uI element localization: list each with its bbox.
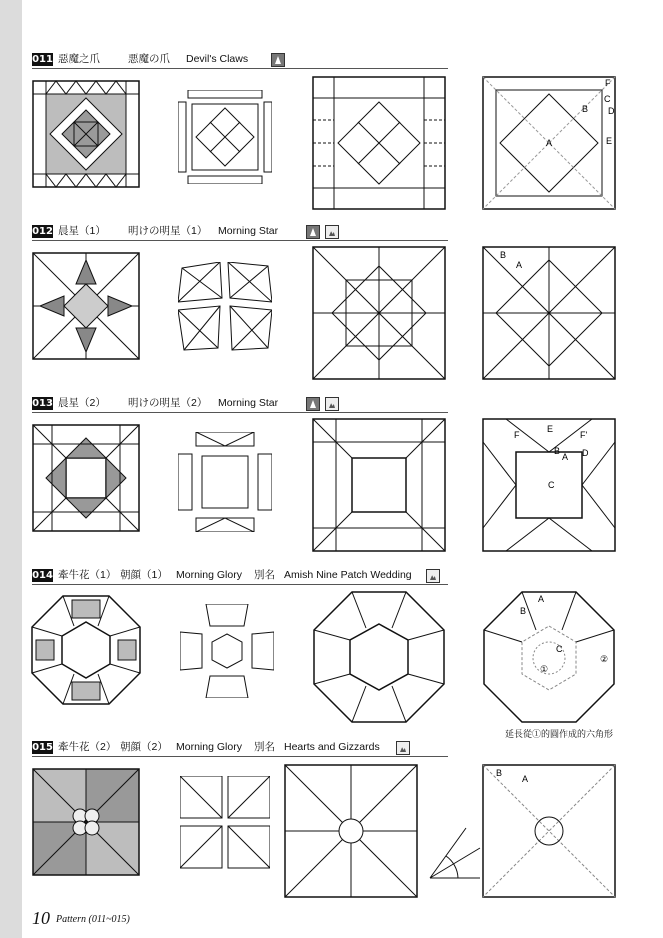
pattern-number: 014 [32, 570, 53, 581]
pattern-012-header [32, 224, 448, 241]
landscape-icon [325, 397, 339, 411]
pattern-title-jp-alt: 朝顔（1） [120, 569, 168, 581]
pattern-title-en: Morning Star [218, 397, 279, 409]
diagram-label: A [562, 452, 569, 462]
pattern-013-header [32, 396, 448, 413]
pattern-015-crease-diagram [284, 764, 418, 898]
pattern-title-jp: 牽牛花（1） [58, 569, 117, 581]
pattern-014-caption: 延長從①的圓作成的六角形 [505, 729, 614, 739]
diagram-label: F [514, 430, 520, 440]
pattern-011-labeled-diagram [482, 76, 616, 210]
pattern-number: 015 [32, 742, 53, 753]
pattern-title-jp-alt: 悪魔の爪 [128, 53, 170, 65]
pattern-title-jp: 晨星（2） [58, 397, 106, 409]
pattern-alias-label: 別名 [254, 741, 275, 753]
pattern-title-jp-alt: 明けの明星（2） [128, 397, 208, 409]
pattern-title-en: Morning Glory [176, 569, 242, 581]
pattern-011-header [32, 52, 448, 69]
pattern-015-diagram-2 [180, 776, 270, 870]
diagram-label: B [554, 446, 561, 456]
pattern-011-crease-diagram [312, 76, 446, 210]
cross-icon [271, 53, 285, 67]
diagram-label: A [538, 594, 545, 604]
pattern-title-jp: 晨星（1） [58, 225, 106, 237]
pattern-011-diagram-1 [32, 80, 140, 188]
pattern-number: 012 [32, 226, 53, 237]
diagram-label: D [608, 106, 615, 116]
folding-icon [306, 397, 320, 411]
pattern-alias-en: Hearts and Gizzards [284, 741, 380, 753]
diagram-label: E [547, 424, 554, 434]
diagram-label: D [582, 448, 589, 458]
diagram-label: B [520, 606, 527, 616]
pattern-014-crease-diagram [312, 590, 446, 724]
diagram-label: B [500, 250, 507, 260]
pattern-alias-en: Amish Nine Patch Wedding [284, 569, 412, 581]
folding-icon [306, 225, 320, 239]
pattern-011-diagram-2 [178, 90, 272, 184]
diagram-label: B [582, 104, 589, 114]
pattern-012-diagram-2 [178, 262, 272, 352]
diagram-label: C [604, 94, 611, 104]
diagram-label: C [556, 644, 563, 654]
diagram-label: E [606, 136, 613, 146]
page-number: 10 [32, 908, 50, 928]
pattern-alias-label: 別名 [254, 569, 275, 581]
landscape-icon [325, 225, 339, 239]
diagram-label: ② [600, 654, 609, 664]
page-side-strip [0, 0, 22, 938]
pattern-012-diagram-1 [32, 252, 140, 360]
pattern-number: 011 [32, 54, 53, 65]
pattern-013-diagram-1 [32, 424, 140, 532]
page-footer-label: Pattern (011~015) [56, 914, 130, 925]
pattern-title-en: Morning Star [218, 225, 279, 237]
pattern-014-header [32, 568, 448, 585]
pattern-012-crease-diagram [312, 246, 446, 380]
pattern-015-angle-diagram [428, 826, 482, 880]
diagram-label: F' [580, 430, 588, 440]
pattern-015-header [32, 740, 448, 757]
diagram-label: A [546, 138, 553, 148]
pattern-number: 013 [32, 398, 53, 409]
pattern-title-en: Morning Glory [176, 741, 242, 753]
pattern-013-diagram-2 [178, 432, 272, 532]
diagram-label: B [496, 768, 503, 778]
pattern-014-diagram-1 [30, 594, 142, 706]
pattern-title-jp: 牽牛花（2） [58, 741, 117, 753]
tree-icon [396, 741, 410, 755]
diagram-label: C [548, 480, 555, 490]
diagram-label: A [522, 774, 529, 784]
diagram-label: F [605, 78, 611, 88]
diagram-label: ① [540, 664, 549, 674]
pattern-015-labeled-diagram [482, 764, 616, 898]
pattern-012-labeled-diagram [482, 246, 616, 380]
pattern-013-labeled-diagram [482, 418, 616, 552]
pattern-014-labeled-diagram [482, 590, 616, 724]
pattern-014-diagram-2 [180, 604, 274, 698]
pattern-015-diagram-1 [32, 768, 140, 876]
diagram-label: A [516, 260, 523, 270]
tree-icon [426, 569, 440, 583]
pattern-title-jp-alt: 明けの明星（1） [128, 225, 208, 237]
pattern-title-en: Devil's Claws [186, 53, 249, 65]
pattern-title-jp: 惡魔之爪 [58, 53, 100, 65]
pattern-013-crease-diagram [312, 418, 446, 552]
pattern-title-jp-alt: 朝顔（2） [120, 741, 168, 753]
